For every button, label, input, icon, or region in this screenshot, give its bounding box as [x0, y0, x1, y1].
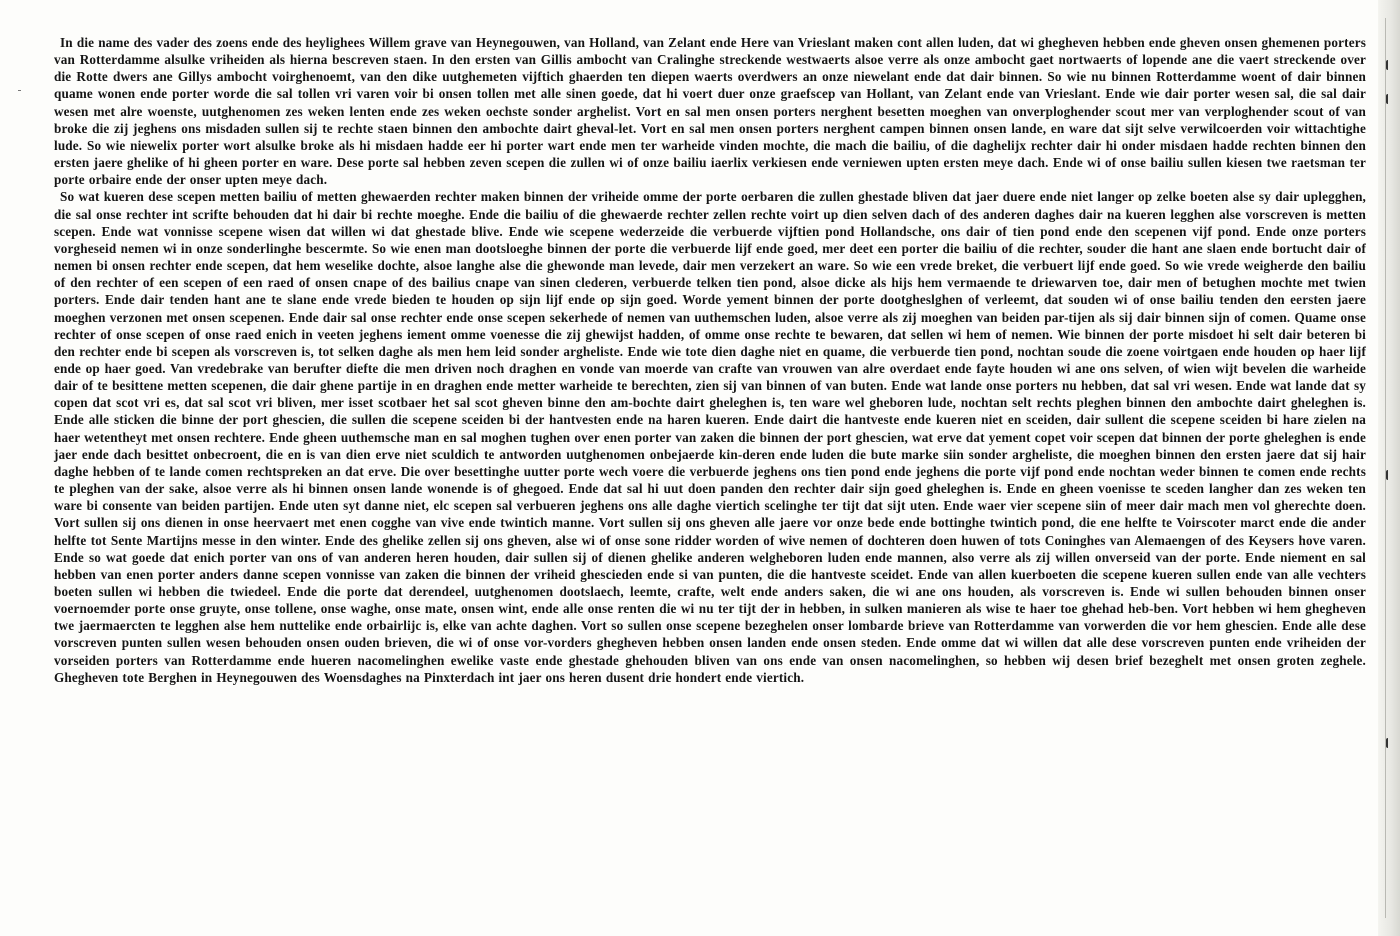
page-edge-shadow: [1378, 0, 1400, 936]
paragraph-2: So wat kueren dese scepen metten bailiu of metten ghewaerden rechter maken binnen der vriheide omme der porte oerbaren die zullen ghestade bliven dat jaer duere ende niet langer op zelke boeten alse sy dair uplegghen, die sal onse rechter int scrifte behouden dat hi dair bi rechte moeghe. Ende die bailiu of die ghewaerde rechter zellen rechte voirt up dien selven dach of des anderen daghes dair na kueren legghen alse vorscreven is metten scepen. Ende wat vonnisse scepene wisen dat willen wi dat ghestade blive. Ende wie scepene wederzeide die verbuerde vijftien pond Hollandsche, ons dair of tien pond ende den scepenen vijf pond. Ende onze porters vorgheseid nemen wi in onze sonderlinghe bescermte. So wie enen man dootsloeghe binnen der porte die verbuerde lijf ende goed, mer deet een porter die bailiu of die rechter, souder die hant ane slaen ende bortucht dair of nemen bi onsen rechter ende scepen, dat hem weselike dochte, alsoe langhe alse die ghewonde man levede, dair men verzekert an ware. So wie een vrede breket, die verbuert lijf ende goed. So wie vrede weigherde den bailiu of den rechter of een scepen of een raed of onsen cnape of des bailius cnape van sinen clederen, verbuerde telken tien pond, alsoe dicke als hijs hem vermaende te driewarven toe, dair men of betughen mochte met twien porters. Ende dair tenden hant ane te slane ende vrede bieden te houden op sijn lijf ende op sijn goed. Worde yement binnen der porte dootgheslghen of verleemt, dat souden wi of onse bailiu tenden den eersten jaere moeghen verzonen met onsen scepenen. Ende dair sal onse rechter ende onse scepen sekerhede of nemen van uuthemschen luden, alsoe verre als zij moeghen van beiden par-tijen als sij dair binnen sijn of comen. Quame onse rechter of onse scepen of onse raed enich in veeten jeghens iement omme voenesse die zij ghewijst hadden, of omme onse rechte te bewaren, dat sellen wi hem of nemen. Wie binnen der porte misdoet hi selt dair beteren bi den rechter ende bi scepen als vorscreven is, tot selken daghe als men hem leid sonder argheliste. Ende wie tote dien daghe niet en quame, die verbuerde tien pond, nochtan soude die zoene voirtgaen ende houden op haer lijf ende op haer goed. Van vredebrake van berufter diefte die men driven noch draghen en vonde van moerde van crafte van vrouwen van alre overdaet ende fayte houden wi ane ons selven, of wien wijt bevelen die warheide dair of te besittene metten scepenen, die dair ghene partije in en draghen ende metter warheide te berechten, zien sij van binnen of van buten. Ende wat lande onse porters nu hebben, dat sal vri wesen. Ende wat lande dat sy copen dat scot vri es, dat sal scot vri bliven, mer isset scotbaer het sal scot gheven binne den am-bochte dairt gheleghen is, ten ware wel gheboren lude, nochtan selt rechts pleghen binnen den ambochte dairt gheleghen is. Ende alle sticken die binne der port ghescien, die sullen die scepene sceiden bi der hantvesten ende na haren kueren. Ende dairt die hantveste ende kueren niet en sceiden, dair sullent die scepene sceiden bi hare zielen na haer wetentheyt met onsen rechtere. Ende gheen uuthemsche man en sal moghen tughen over enen porter van zaken die binnen der port ghescien, wat erve dat yement copet voir scepen dat binnen der porte gheleghen is ende jaer ende dach besittet onbecroent, die en is van dien erve niet sculdich te antworden uutghenomen onbejaerde kin-deren ende luden die bute marke siin sonder argheliste, die moeghen binnen den ersten jaere dat sij hair daghe hebben of te lande comen rechtspreken an dat erve. Die over besettinghe uutter porte wech voere die verbuerde jeghens ons tien pond ende jeghens die porte vijf pond ende nochtan weder binnen te comen ende rechts te pleghen van der sake, alsoe verre als hi binnen onsen lande wonende is of ghegoed. Ende dat sal hi uut doen panden den rechter dair sijn goed gheleghen is. Ende en gheen voenisse te sceden langher dan zes weken ten ware bi consente van beiden partijen. Ende uten syt danne niet, elc scepen sal verbueren jeghens ons alle daghe viertich scelinghe ter tijt dat sijt uten. Ende waer vier scepene siin of meer dair mach men vol gherechte doen. Vort sullen sij ons dienen in onse heervaert met enen cogghe van vive ende twintich manne. Vort sullen sij ons gheven alle jaere vor onze bede ende bottinghe twintich pond, die ene helfte te Voirscoter marct ende die ander helfte tot Sente Martijns messe in den winter. Ende des ghelike zellen sij ons gheven, alse wi of onse sone ridder worden of wive nemen of dochteren doen huwen of tots Coninghes van Alemaengen of des Keysers hove varen. Ende so wat goede dat enich porter van ons of van anderen heren houden, dair sullen sij of dienen ghelike anderen welgheboren luden ende mannen, also verre als zij willen onverseid van der porte. Ende niement en sal hebben van enen porter anders danne scepen vonnisse van zaken die binnen der vriheid ghescieden ende si van punten, die die hantveste sceidet. Ende van allen kuerboeten die scepene kueren sullen ende van alle vechters boeten sullen wi hebben die twiedeel. Ende die porte dat derendeel, uutghenomen dootslaech, leemte, crafte, welt ende anders saken, die wi ane ons houden, als vorscreven is. Ende wi sullen behouden binnen onser voernoemder porte onse gruyte, onse tollene, onse waghe, onse mate, onsen wint, ende alle onse renten die wi nu ter tijt der in hebben, in sulken manieren als wise te haer toe ghehad heb-ben. Vort hebben wi hem ghegheven twe jaermaercten te legghen alse hem nuttelike ende orbairlijc is, elke van achte daghen. Vort so sullen onse scepene bezeghelen onser lombarde brieve van Rotterdamme van vorwerden die vor hem ghescien. Ende alle dese vorscreven punten sullen wesen behouden onsen ouden brieven, die wi of onse vor-vorders ghegheven hebben onsen landen ende onsen steden. Ende omme dat wi willen dat alle dese vorscreven punten ende vriheiden der vorseiden porters van Rotterdamme ende hueren nacomelinghen ewelike vaste ende ghestade ghehouden bliven van ons ende van onsen nacomelinghen, so hebben wij desen brief bezeghelt met onsen groten zeghele. Ghegheven tote Berghen in Heynegouwen des Woensdaghes na Pinxterdach int jaer ons heren dusent drie hondert ende viertich.: [54, 189, 1366, 685]
scan-speck: [18, 90, 21, 91]
page-edge-line: [1385, 18, 1386, 918]
charter-text: [54, 34, 1366, 686]
paragraph-1: In die name des vader des zoens ende des heylighees Willem grave van Heynegouwen, van Holland, van Zelant ende Here van Vrieslant maken cont allen luden, dat wi ghegheven hebben ende gheven onsen ghemenen porters van Rotterdamme alsulke vriheiden als hierna bescreven staen. In den ersten van Gillis ambocht van Cralinghe streckende westwaerts alsoe verre als onze ambocht gaet nortwaerts of lopende ane die vaert streckende over die Rotte dwers ane Gillys ambocht voirghenoemt, van den dike uutghemeten vijftich ghaerden ten diepen waerts overdwers an onze niewelant ende dat dair binnen. So wie nu binnen Rotterdamme woent of dair binnen quame wonen ende porter worde die sal tollen vri varen voir bi onsen tollen met alle sinen goede, dat hi voert duer onze graefscep van Hollant, van Zelant ende van Vrieslant. Ende wie dair porter wesen sal, die sal dair wesen met alre woenste, uutghenomen zes weken lenten ende zes weken oechste sonder arghelist. Vort en sal men onsen porters nerghent besetten moeghen van onverploghender scout mer van verploghender scout of van broke die zij jeghens ons misdaden sullen sij te rechte staen binnen den ambochte dairt gheval-let. Vort en sal men onsen porters nerghent campen binnen onsen lande, en ware dat sijt selve verwilcoerden voir wittachtighe lude. So wie niewelix porter wort alsulke broke als hi misdaen hadde eer hi porter wart ende men ter warheide vinden mochte, die mach die bailiu, of die daghelijx rechter dair hi onder misdaen hadde rechten binnen den ersten jaere ghelike of hi gheen porter en ware. Dese porte sal hebben zeven scepen die zullen wi of onze bailiu iaerlix verkiesen ende verniewen upten ersten meye dach. Ende wi of onse bailiu sullen kiesen twe raetsman ter porte orbaire ende der onser upten meye dach.: [54, 35, 1366, 188]
edge-mark: [1386, 738, 1394, 748]
edge-mark: [1386, 60, 1394, 70]
edge-mark: [1386, 470, 1394, 480]
edge-mark: [1386, 94, 1394, 104]
